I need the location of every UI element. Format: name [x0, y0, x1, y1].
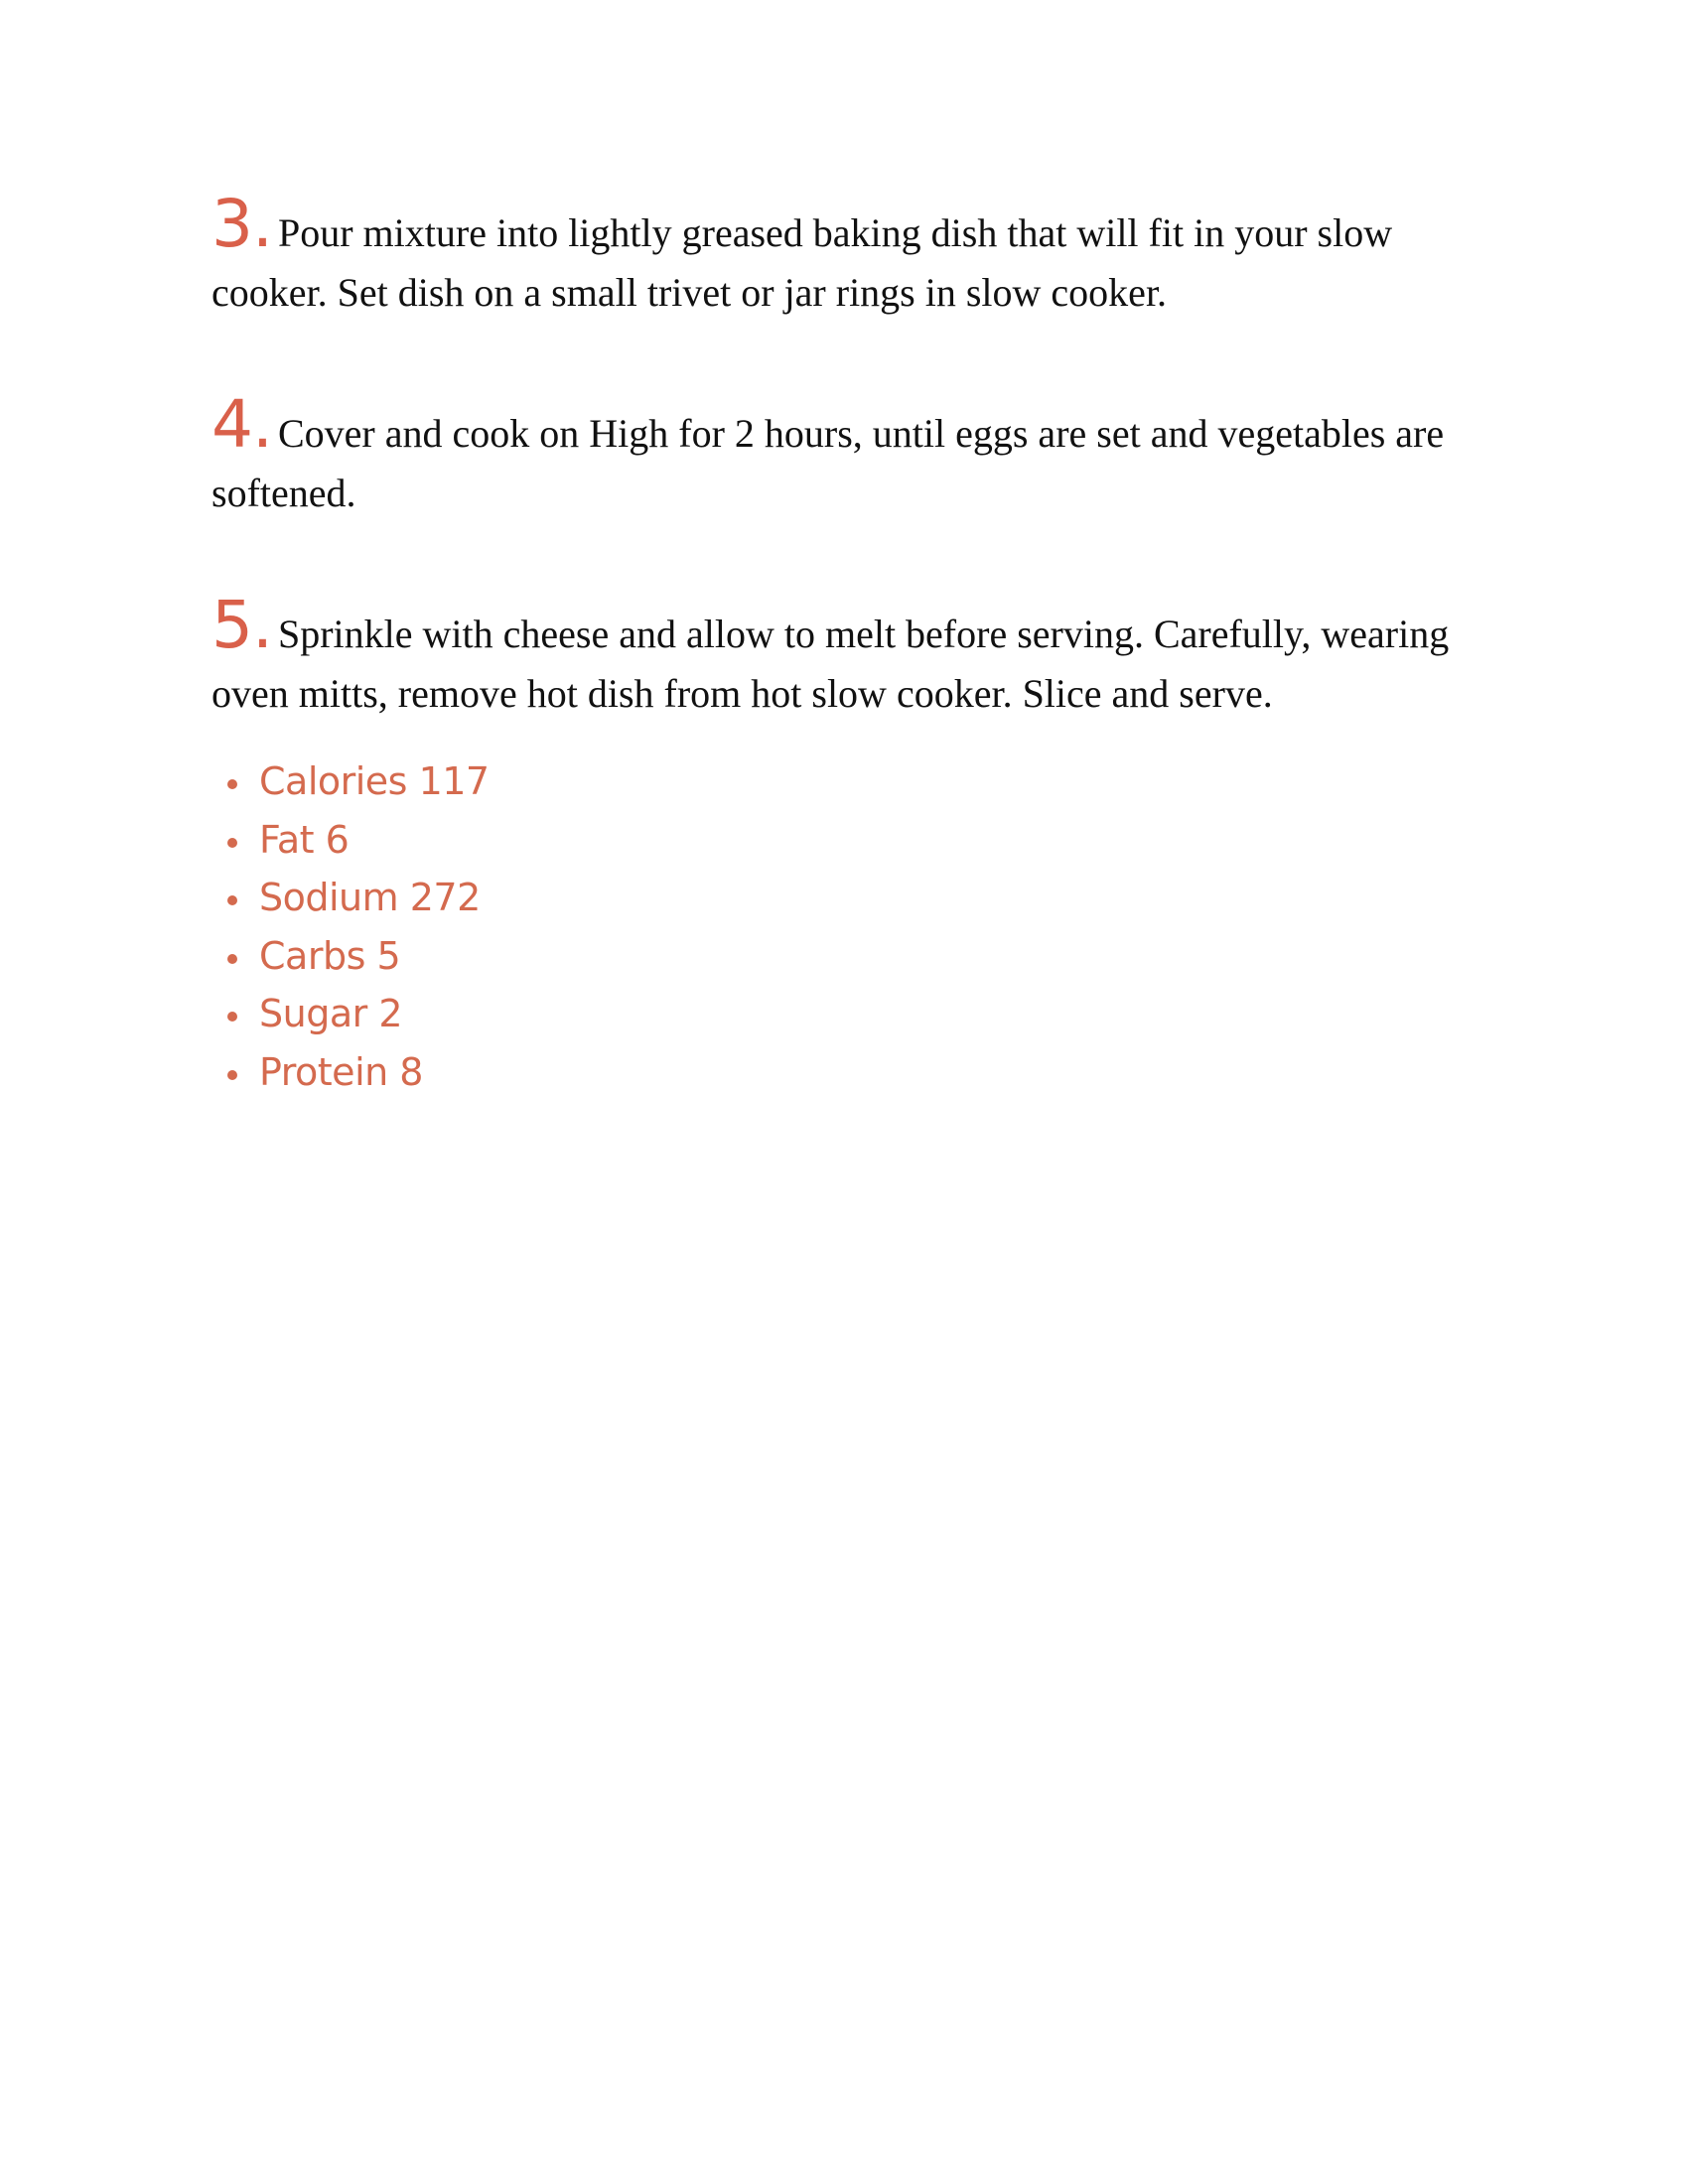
- step-text: Pour mixture into lightly greased baking dish that will fit in your slow cooker. Set dish on a small trivet or jar rings in slow cooker.: [211, 210, 1393, 315]
- bullet-icon: [227, 895, 237, 905]
- list-item: [225, 811, 1482, 870]
- nutrition-sugar: Sugar 2: [259, 992, 402, 1035]
- nutrition-fat: Fat 6: [259, 817, 350, 862]
- bullet-icon: [227, 779, 237, 789]
- list-item: [225, 927, 1482, 986]
- list-item: [225, 985, 1482, 1043]
- bullet-icon: [227, 838, 237, 848]
- nutrition-protein: Protein 8: [259, 1049, 423, 1094]
- nutrition-sodium: Sodium 272: [259, 876, 481, 919]
- step-number: 3.: [211, 186, 272, 262]
- instruction-step-5: [211, 587, 1482, 724]
- bullet-icon: [227, 1012, 237, 1022]
- nutrition-list: [211, 752, 1482, 1101]
- list-item: [225, 752, 1482, 811]
- list-item: [225, 1043, 1482, 1102]
- instruction-step-3: [211, 186, 1482, 323]
- bullet-icon: [227, 954, 237, 964]
- nutrition-calories: Calories 117: [259, 759, 490, 803]
- step-text: Cover and cook on High for 2 hours, until eggs are set and vegetables are softened.: [211, 411, 1445, 515]
- step-number: 4.: [211, 386, 272, 463]
- instruction-step-4: [211, 386, 1482, 523]
- recipe-page: [211, 186, 1482, 1101]
- list-item: [225, 869, 1482, 927]
- step-number: 5.: [211, 587, 272, 663]
- bullet-icon: [227, 1070, 237, 1080]
- nutrition-carbs: Carbs 5: [259, 933, 401, 978]
- step-text: Sprinkle with cheese and allow to melt before serving. Carefully, wearing oven mitts, remove hot dish from hot slow cooker. Slice and serve.: [211, 612, 1450, 716]
